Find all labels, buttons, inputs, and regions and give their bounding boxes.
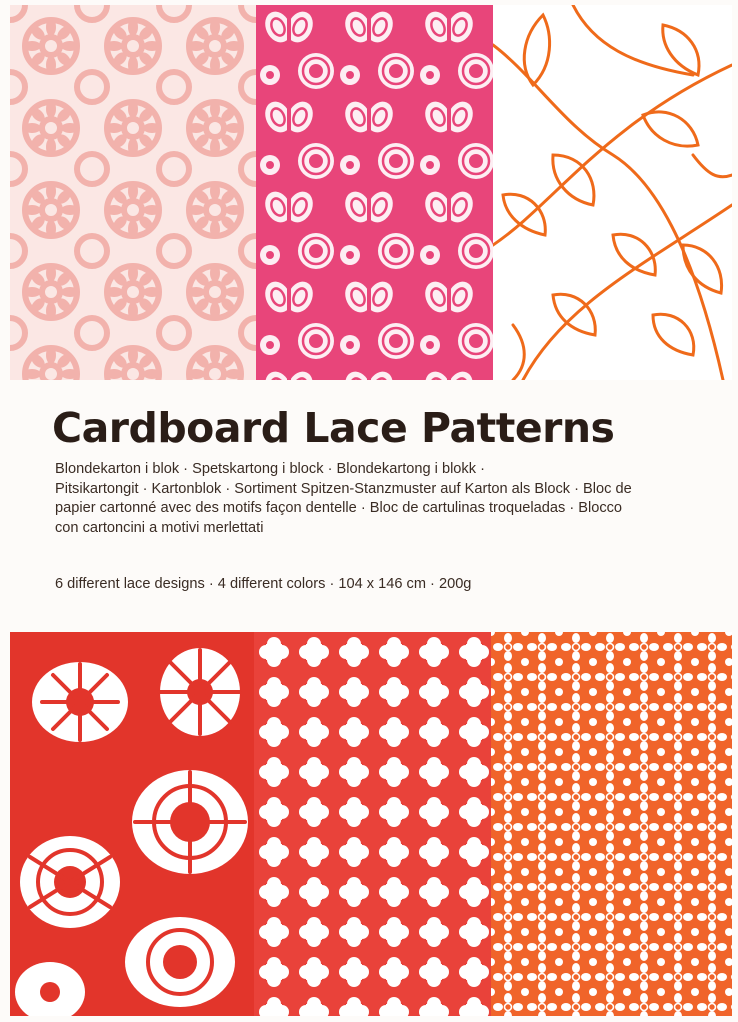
pattern-swatch-quatrefoil-lattice	[254, 632, 491, 1016]
quatrefoil-lattice-pattern	[254, 632, 491, 1016]
bottom-pattern-row	[10, 632, 732, 1016]
product-title: Cardboard Lace Patterns	[52, 404, 615, 452]
vine-leaves-pattern	[493, 5, 732, 380]
pattern-swatch-lace-flowers	[10, 5, 256, 380]
product-specs: 6 different lace designs · 4 different colors · 104 x 146 cm · 200g	[55, 576, 472, 592]
product-info	[0, 380, 738, 632]
top-pattern-row	[10, 5, 732, 380]
product-description	[55, 460, 710, 538]
pattern-swatch-poppy-flowers	[10, 632, 254, 1016]
star-flower-lattice-pattern	[491, 632, 732, 1016]
pattern-swatch-star-flower-lattice	[491, 632, 732, 1016]
description-line: Pitsikartongit · Kartonblok · Sortiment Spitzen-Stanzmuster auf Karton als Block · Bloc de	[55, 480, 632, 497]
pattern-swatch-butterflies-flowers	[256, 5, 493, 380]
lace-flowers-pattern	[10, 5, 256, 380]
poppy-flowers-pattern	[10, 632, 254, 1016]
description-line: Blondekarton i blok · Spetskartong i block · Blondekartong i blokk ·	[55, 461, 485, 477]
description-line: con cartoncini a motivi merlettati	[55, 519, 264, 536]
description-line: papier cartonné avec des motifs façon dentelle · Bloc de cartulinas troqueladas · Blocco	[55, 500, 623, 516]
pattern-swatch-vine-leaves	[493, 5, 732, 380]
butterflies-flowers-pattern	[256, 5, 493, 380]
